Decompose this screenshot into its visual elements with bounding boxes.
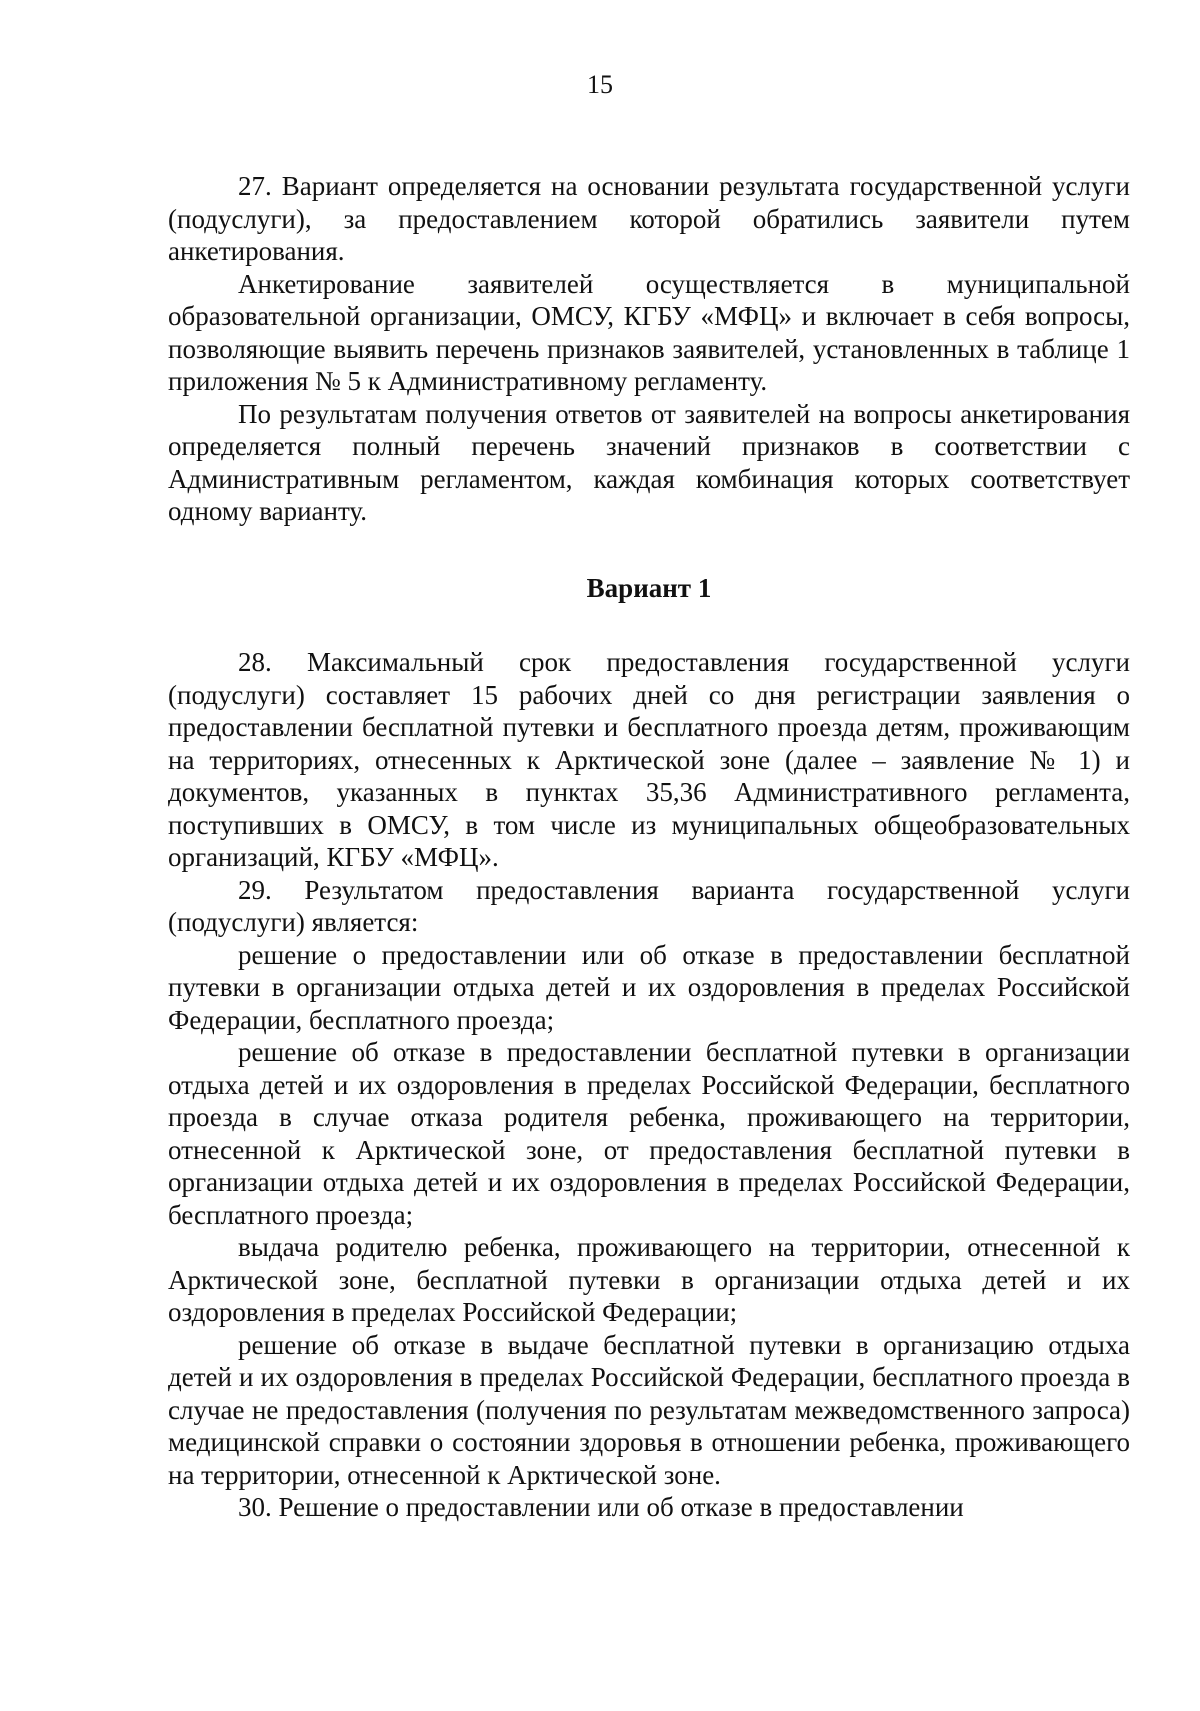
list-item-refusal: решение об отказе в предоставлении бесплатной путевки в организации отдыха детей и их оздоровления в пределах Российской Федерации, бесплатного проезда в случае отказа родителя ребенка, проживающего на территории, отнесенной к Арктической зоне, от предоставления бесплатной путевки в организации отдыха детей и их оздоровления в пределах Российской Федерации, бесплатного проезда;	[168, 1037, 1130, 1230]
list-item-issuance: выдача родителю ребенка, проживающего на территории, отнесенной к Арктической зоне, бесплатной путевки в организации отдыха детей и их оздоровления в пределах Российской Федерации;	[168, 1232, 1130, 1327]
paragraph-28: 28. Максимальный срок предоставления государственной услуги (подуслуги) составляет 15 рабочих дней со дня регистрации заявления о предоставлении бесплатной путевки и бесплатного проезда детям, проживающим на территориях, отнесенных к Арктической зоне (далее – заявление № 1) и документов, указанных в пунктах 35,36 Административного регламента, поступивших в ОМСУ, в том числе из муниципальных общеобразовательных организаций, КГБУ «МФЦ».	[168, 647, 1130, 872]
page-number: 15	[587, 70, 613, 99]
paragraph-30: 30. Решение о предоставлении или об отказе в предоставлении	[238, 1492, 964, 1522]
paragraph-questionnaire: Анкетирование заявителей осуществляется в муниципальной образовательной организации, ОМСУ, КГБУ «МФЦ» и включает в себя вопросы, позволяющие выявить перечень признаков заявителей, установленных в таблице 1 приложения № 5 к Административному регламенту.	[168, 268, 1130, 396]
list-item-refusal-medical: решение об отказе в выдаче бесплатной путевки в организацию отдыха детей и их оздоровления в пределах Российской Федерации, бесплатного проезда в случае не предоставления (получения по результатам межведомственного запроса) медицинской справки о состоянии здоровья в отношении ребенка, проживающего на территории, отнесенной к Арктической зоне.	[168, 1329, 1130, 1490]
paragraph-27: 27. Вариант определяется на основании результата государственной услуги (подуслуги), за предоставлением которой обратились заявители путем анкетирования.	[168, 171, 1130, 266]
paragraph-29: 29. Результатом предоставления варианта государственной услуги (подуслуги) является:	[168, 874, 1130, 937]
paragraph-results: По результатам получения ответов от заявителей на вопросы анкетирования определяется полный перечень значений признаков в соответствии с Административным регламентом, каждая комбинация которых соответствует одному варианту.	[168, 398, 1130, 526]
list-item-decision: решение о предоставлении или об отказе в предоставлении бесплатной путевки в организации отдыха детей и их оздоровления в пределах Российской Федерации, бесплатного проезда;	[168, 939, 1130, 1035]
section-heading: Вариант 1	[586, 572, 712, 603]
document-body	[168, 170, 1130, 1524]
